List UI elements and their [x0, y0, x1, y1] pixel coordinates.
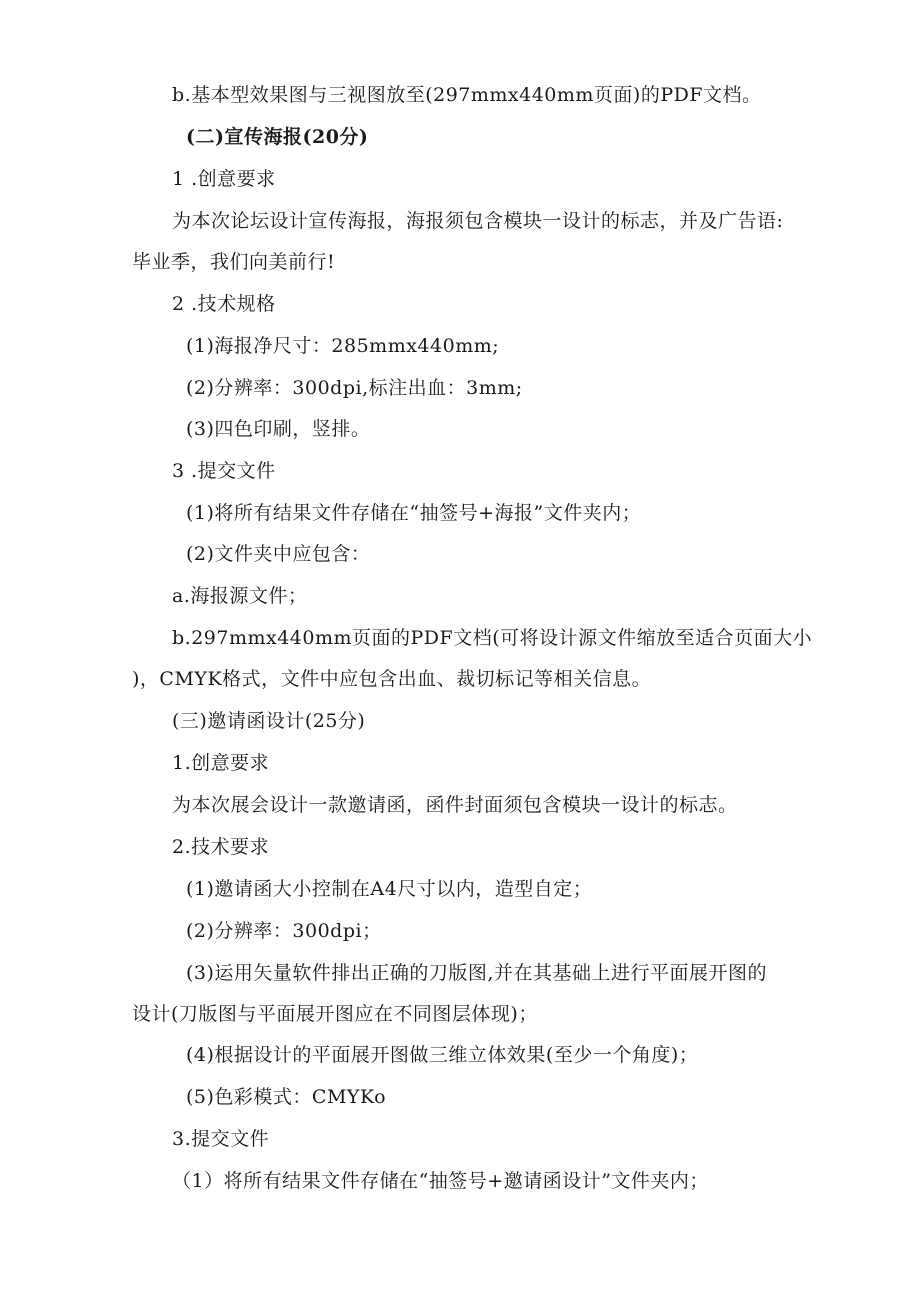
text-line: 为本次展会设计一款邀请函，函件封面须包含模块一设计的标志。 — [172, 794, 738, 816]
text-line: (2)分辨率：300dpi,标注出血：3mm; — [186, 377, 523, 399]
text-line: )，CMYK格式，文件中应包含出血、裁切标记等相关信息。 — [132, 668, 652, 690]
text-line: （1）将所有结果文件存储在“抽签号+邀请函设计”文件夹内； — [172, 1170, 709, 1192]
subsection-heading: 1 .创意要求 — [172, 168, 276, 190]
subsection-heading: 2.技术要求 — [172, 836, 270, 858]
section-heading: (三)邀请函设计(25分) — [172, 710, 366, 732]
section-heading: (二)宣传海报(20分) — [186, 126, 369, 148]
text-line: a.海报源文件； — [172, 585, 308, 607]
text-line: (1)海报净尺寸：285mmx440mm; — [186, 335, 500, 357]
text-line: (2)文件夹中应包含： — [186, 543, 371, 565]
text-line: (3)运用矢量软件排出正确的刀版图,并在其基础上进行平面展开图的 — [186, 962, 767, 984]
text-line: (1)将所有结果文件存储在“抽签号+海报”文件夹内； — [186, 502, 642, 524]
text-line: 毕业季，我们向美前行! — [132, 251, 336, 273]
subsection-heading: 3.提交文件 — [172, 1128, 270, 1150]
text-line: (1)邀请函大小控制在A4尺寸以内，造型自定； — [186, 878, 593, 900]
text-line: (2)分辨率：300dpi； — [186, 920, 382, 942]
text-line: 设计(刀版图与平面展开图应在不同图层体现)； — [132, 1003, 538, 1025]
text-line: (4)根据设计的平面展开图做三维立体效果(至少一个角度)； — [186, 1044, 699, 1066]
text-line: b.基本型效果图与三视图放至(297mmx440mm页面)的PDF文档。 — [172, 84, 762, 106]
subsection-heading: 3 .提交文件 — [172, 460, 276, 482]
text-line: (3)四色印刷，竖排。 — [186, 418, 371, 440]
subsection-heading: 1.创意要求 — [172, 752, 270, 774]
subsection-heading: 2 .技术规格 — [172, 293, 276, 315]
text-line: b.297mmx440mm页面的PDF文档(可将设计源文件缩放至适合页面大小 — [172, 627, 813, 649]
text-line: (5)色彩模式：CMYKo — [186, 1086, 387, 1108]
text-line: 为本次论坛设计宣传海报，海报须包含模块一设计的标志，并及广告语: — [172, 210, 784, 232]
